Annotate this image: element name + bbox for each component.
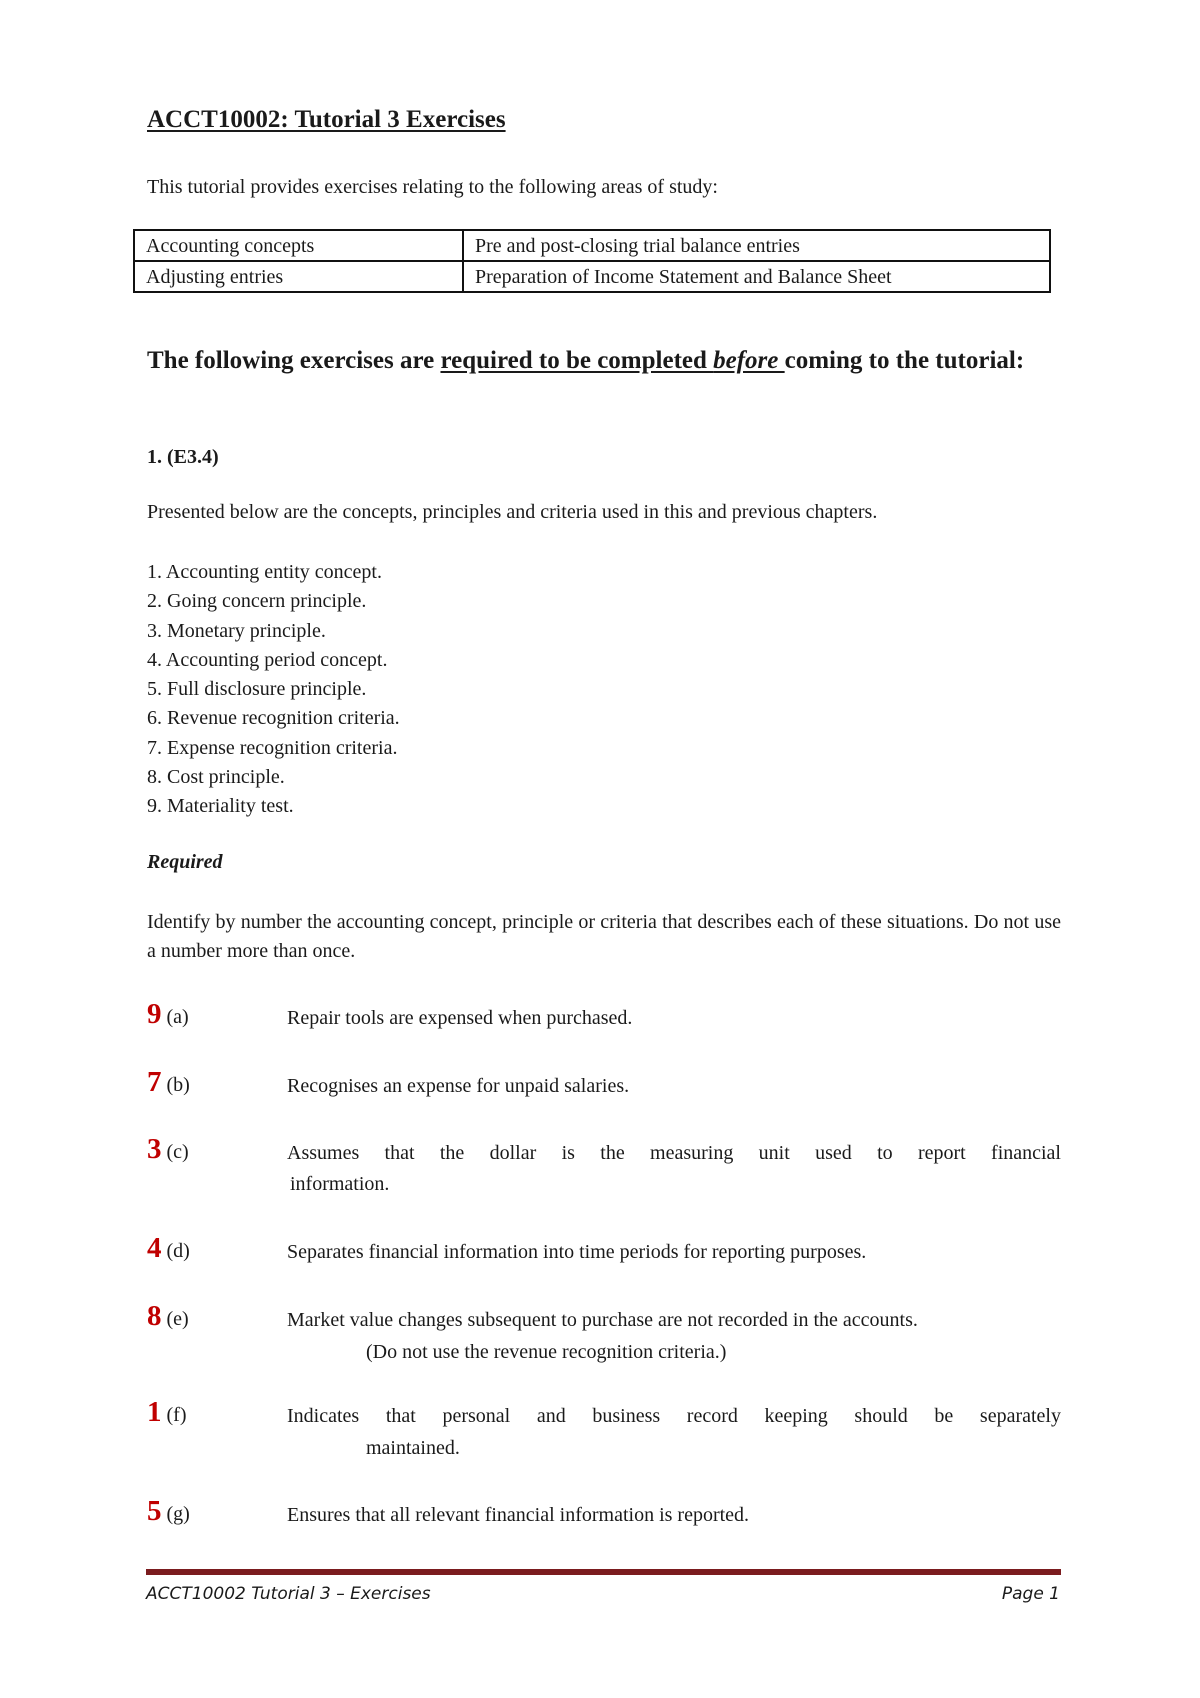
table-cell: Pre and post-closing trial balance entries (463, 230, 1050, 261)
answer-statement (287, 1305, 1061, 1336)
list-item: 8. Cost principle. (147, 766, 285, 789)
answer-letter: (d) (166, 1240, 190, 1262)
list-item: 9. Materiality test. (147, 795, 294, 818)
intro-text: This tutorial provides exercises relating to the following areas of study: (147, 176, 718, 198)
section-heading (147, 344, 1061, 377)
list-item: 1. Accounting entity concept. (147, 561, 382, 583)
answer-letter: (b) (166, 1074, 190, 1096)
answer-letter: (f) (166, 1404, 187, 1426)
answer-label (147, 1495, 190, 1528)
answer-statement (287, 1071, 1061, 1102)
table-cell: Preparation of Income Statement and Balance Sheet (463, 261, 1050, 292)
answer-statement (287, 1237, 1061, 1268)
list-item: 5. Full disclosure principle. (147, 678, 367, 701)
areas-of-study-table (133, 229, 1051, 293)
answer-label (147, 1133, 189, 1166)
statement-text: Assumes that the dollar is the measuring unit used to report financial (287, 1142, 1061, 1164)
exercise-label: 1. (E3.4) (147, 446, 219, 468)
table-cell: Accounting concepts (134, 230, 463, 261)
required-label: Required (147, 851, 223, 873)
statement-text: Ensures that all relevant financial information is reported. (287, 1504, 750, 1526)
answer-statement-cont: information. (290, 1173, 390, 1195)
list-item: 6. Revenue recognition criteria. (147, 707, 400, 730)
statement-text: Repair tools are expensed when purchased. (287, 1007, 633, 1029)
table-row (134, 261, 1050, 292)
answer-number: 4 (147, 1232, 162, 1264)
list-item: 4. Accounting period concept. (147, 648, 388, 671)
statement-text: Recognises an expense for unpaid salaries. (287, 1075, 630, 1097)
answer-statement (287, 1003, 1061, 1034)
page-number: Page 1 (1001, 1584, 1060, 1604)
heading-emphasis-italic: before (713, 347, 785, 374)
list-item: 7. Expense recognition criteria. (147, 736, 398, 759)
answer-letter: (e) (166, 1308, 189, 1330)
answer-label (147, 998, 189, 1031)
heading-emphasis: required to be completed (440, 347, 714, 374)
statement-text: Indicates that personal and business record keeping should be separately (287, 1405, 1061, 1427)
presented-text: Presented below are the concepts, principles and criteria used in this and previous chapters. (147, 501, 878, 523)
answer-label (147, 1396, 186, 1429)
answer-number: 1 (147, 1396, 162, 1428)
answer-label (147, 1066, 190, 1099)
heading-part: The following exercises are (147, 347, 441, 374)
answer-label (147, 1232, 190, 1265)
page-title: ACCT10002: Tutorial 3 Exercises (147, 106, 506, 133)
list-item: 2. Going concern principle. (147, 590, 367, 613)
statement-text: Separates financial information into time periods for reporting purposes. (287, 1241, 867, 1263)
answer-number: 8 (147, 1300, 162, 1332)
table-cell: Adjusting entries (134, 261, 463, 292)
answer-number: 9 (147, 998, 162, 1030)
answer-statement-cont: maintained. (366, 1437, 460, 1459)
answer-statement-cont: (Do not use the revenue recognition criteria.) (366, 1341, 727, 1363)
concepts-list (147, 558, 400, 822)
answer-number: 7 (147, 1066, 162, 1098)
table-row (134, 230, 1050, 261)
answer-number: 3 (147, 1133, 162, 1165)
instructions-text: Identify by number the accounting concept, principle or criteria that describes each of these situations. Do not use a number more than once. (147, 911, 1061, 962)
answer-letter: (c) (166, 1141, 189, 1163)
footer-title: ACCT10002 Tutorial 3 – Exercises (146, 1584, 431, 1604)
answer-letter: (g) (166, 1503, 190, 1525)
answer-number: 5 (147, 1495, 162, 1527)
answer-statement (287, 1138, 1061, 1169)
answer-label (147, 1300, 189, 1333)
statement-text: Market value changes subsequent to purchase are not recorded in the accounts. (287, 1309, 918, 1331)
answer-statement (287, 1500, 1061, 1531)
heading-part: coming to the tutorial: (784, 347, 1025, 374)
footer-divider (146, 1569, 1061, 1575)
answer-statement (287, 1401, 1061, 1432)
answer-letter: (a) (166, 1006, 189, 1028)
list-item: 3. Monetary principle. (147, 619, 326, 642)
